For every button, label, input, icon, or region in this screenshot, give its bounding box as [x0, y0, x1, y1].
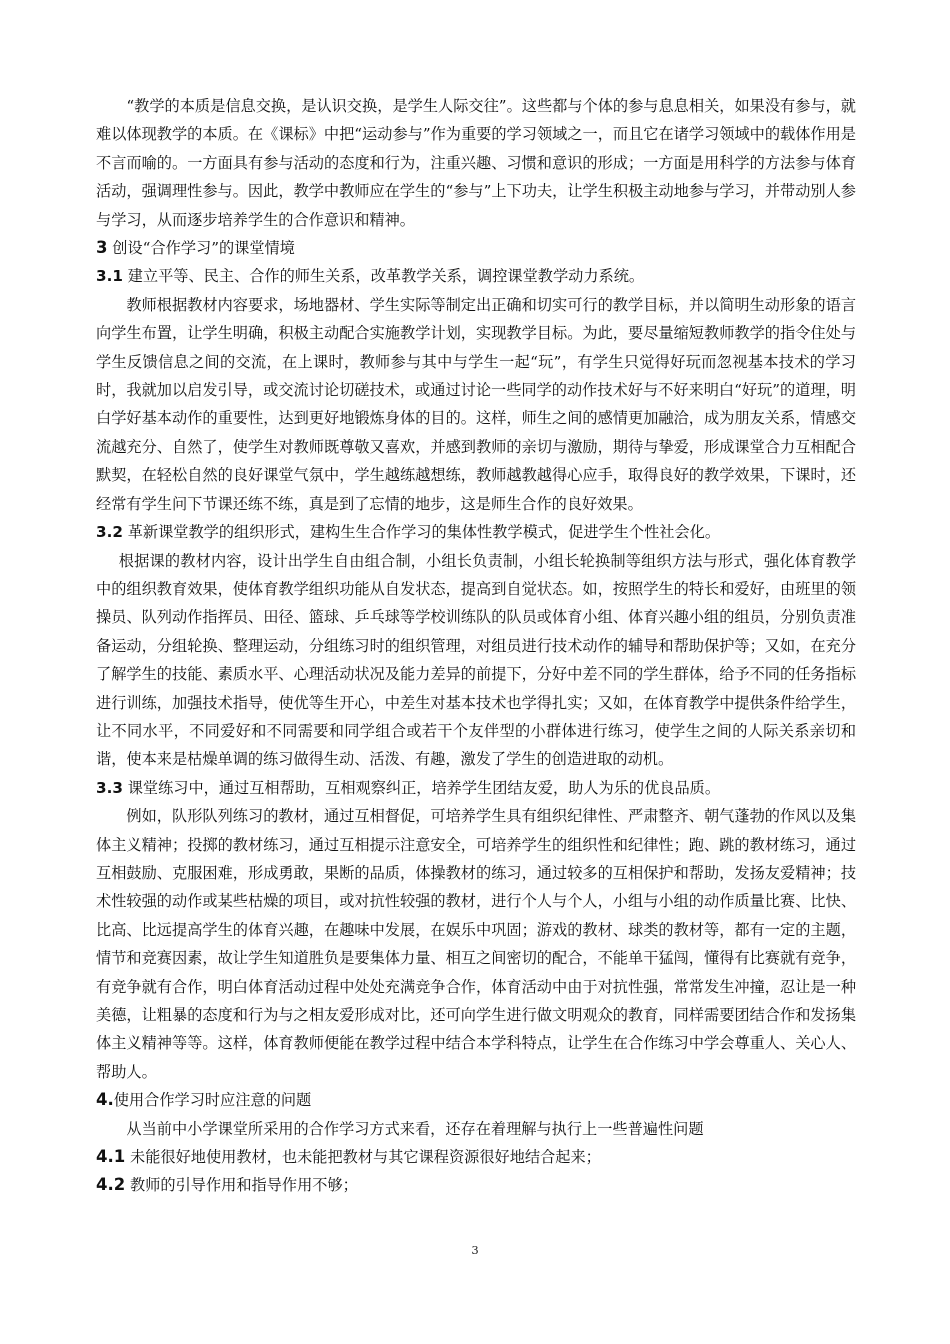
subsection-number: 4.1 [96, 1147, 126, 1167]
page-number: 3 [471, 1243, 479, 1257]
subsection-title: 未能很好地使用教材，也未能把教材与其它课程资源很好地结合起来； [125, 1148, 601, 1167]
document-body [96, 92, 856, 1200]
subsection-heading-3-3 [96, 774, 856, 802]
subsection-number: 4.2 [96, 1175, 126, 1195]
section-heading-4 [96, 1086, 856, 1114]
subsection-number: 3.1 [96, 267, 123, 286]
section-title: 使用合作学习时应注意的问题 [113, 1091, 312, 1110]
subsection-title: 建立平等、民主、合作的师生关系，改革教学关系，调控课堂教学动力系统。 [122, 267, 645, 286]
section-number: 4. [96, 1090, 114, 1110]
subsection-title: 课堂练习中，通过互相帮助，互相观察纠正，培养学生团结友爱，助人为乐的优良品质。 [122, 778, 721, 797]
subsection-number: 3.2 [96, 523, 123, 542]
subsection-title: 教师的引导作用和指导作用不够； [125, 1176, 358, 1195]
section-title: 创设“合作学习”的课堂情境 [107, 239, 295, 258]
subsection-heading-3-2 [96, 518, 856, 546]
section-number: 3 [96, 238, 108, 258]
subsection-heading-3-1 [96, 262, 856, 290]
subsection-title: 革新课堂教学的组织形式，建构生生合作学习的集体性教学模式，促进学生个性社会化。 [122, 523, 721, 542]
paragraph-participation: “教学的本质是信息交换，是认识交换，是学生人际交往”。这些都与个体的参与息息相关，如果没有参与，就难以体现教学的本质。在《课标》中把“运动参与”作为重要的学习领域之一，而且它在诸学习领域中的载体作用是不言而喻的。一方面具有参与活动的态度和行为，注重兴趣、习惯和意识的形成；一方面是用科学的方法参与体育活动，强调理性参与。因此，教学中教师应在学生的“参与”上下功夫，让学生积极主动地参与学习，并带动别人参与学习，从而逐步培养学生的合作意识和精神。 [96, 97, 856, 229]
paragraph-organization: 根据课的教材内容，设计出学生自由组合制，小组长负责制，小组长轮换制等组织方法与形式，强化体育教学中的组织教育效果，使体育教学组织功能从自发状态，提高到自觉状态。如，按照学生的特长和爱好，由班里的领操员、队列动作指挥员、田径、篮球、乒乓球等学校训练队的队员或体育小组、体育兴趣小组的组员，分别负责准备运动，分组轮换、整理运动，分组练习时的组织管理，对组员进行技术动作的辅导和帮助保护等；又如，在充分了解学生的技能、素质水平、心理活动状况及能力差异的前提下，分好中差不同的学生群体，给予不同的任务指标进行训练，加强技术指导，使优等生开心，中差生对基本技术也学得扎实；又如，在体育教学中提供条件给学生，让不同水平，不同爱好和不同需要和同学组合或若干个友伴型的小群体进行练习，使学生之间的人际关系亲切和谐，使本来是枯燥单调的练习做得生动、活泼、有趣，激发了学生的创造进取的动机。 [96, 551, 856, 769]
section-heading-3 [96, 234, 856, 262]
paragraph-examples: 例如，队形队列练习的教材，通过互相督促，可培养学生具有组织纪律性、严肃整齐、朝气蓬勃的作风以及集体主义精神；投掷的教材练习，通过互相提示注意安全，可培养学生的组织性和纪律性；跑、跳的教材练习，通过互相鼓励、克服困难，形成勇敢，果断的品质，体操教材的练习，通过较多的互相保护和帮助，发扬友爱精神；技术性较强的动作或某些枯燥的项目，或对抗性较强的教材，进行个人与个人，小组与小组的动作质量比赛、比快、比高、比远提高学生的体育兴趣，在趣味中发展，在娱乐中巩固；游戏的教材、球类的教材等，都有一定的主题，情节和竞赛因素，故让学生知道胜负是要集体力量、相互之间密切的配合，不能单干猛闯，懂得有比赛就有竞争，有竞争就有合作，明白体育活动过程中处处充满竞争合作，体育活动中由于对抗性强，常常发生冲撞，忍让是一种美德，让粗暴的态度和行为与之相友爱形成对比，还可向学生进行做文明观众的教育，同样需要团结合作和发扬集体主义精神等等。这样，体育教师便能在教学过程中结合本学科特点，让学生在合作练习中学会尊重人、关心人、帮助人。 [96, 807, 856, 1081]
subsection-heading-4-1 [96, 1143, 856, 1171]
paragraph-teacher-student: 教师根据教材内容要求，场地器材、学生实际等制定出正确和切实可行的教学目标，并以简明生动形象的语言向学生布置，让学生明确，积极主动配合实施教学计划，实现教学目标。为此，要尽量缩短教师教学的指令住处与学生反馈信息之间的交流，在上课时，教师参与其中与学生一起“玩”，有学生只觉得好玩而忽视基本技术的学习时，我就加以启发引导，或交流讨论切磋技术，或通过讨论一些同学的动作技术好与不好来明白“好玩”的道理，明白学好基本动作的重要性，达到更好地锻炼身体的目的。这样，师生之间的感情更加融洽，成为朋友关系，情感交流越充分、自然了，使学生对教师既尊敬又喜欢，并感到教师的亲切与激励，期待与挚爱，形成课堂合力互相配合默契，在轻松自然的良好课堂气氛中，学生越练越想练，教师越教越得心应手，取得良好的教学效果，下课时，还经常有学生问下节课还练不练，真是到了忘情的地步，这是师生合作的良好效果。 [96, 295, 856, 513]
paragraph-problems-intro: 从当前中小学课堂所采用的合作学习方式来看，还存在着理解与执行上一些普遍性问题 [126, 1119, 704, 1138]
subsection-heading-4-2 [96, 1171, 856, 1199]
subsection-number: 3.3 [96, 778, 123, 797]
